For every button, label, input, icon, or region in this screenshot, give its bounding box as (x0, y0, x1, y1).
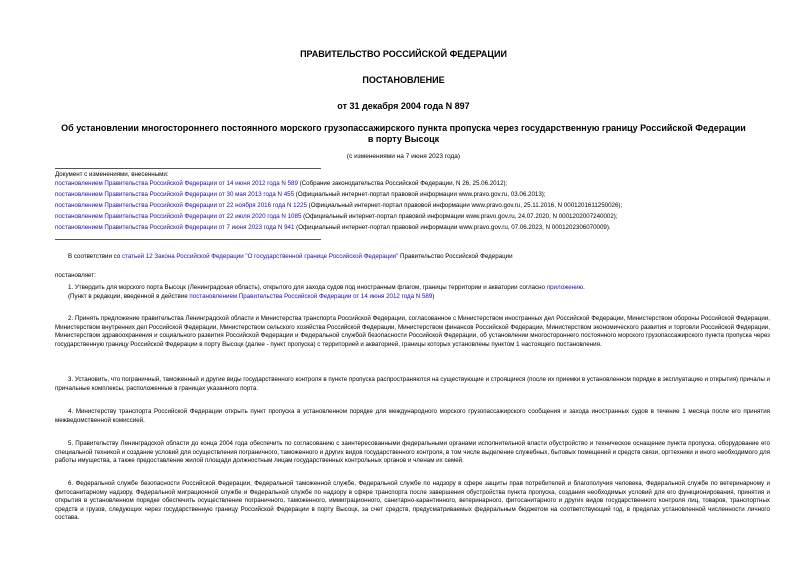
divider-top (55, 168, 321, 169)
amendment-source: (Официальный интернет-портал правовой информации www.pravo.gov.ru, 07.06.2023, N 0001202306070009). (294, 224, 611, 231)
amendment-item (55, 191, 770, 200)
amendment-source: (Официальный интернет-портал правовой информации www.pravo.gov.ru, 25.11.2016, N 0001201611250026); (306, 202, 623, 209)
resolves-word: постановляет: (55, 272, 96, 279)
paragraph-text: . (583, 284, 585, 291)
paragraph-1 (68, 284, 783, 293)
amendment-link[interactable]: постановлением Правительства Российской Федерации от 14 июня 2012 года N 589 (189, 293, 433, 300)
amendment-item (55, 213, 770, 222)
amendment-link[interactable]: постановлением Правительства Российской Федерации от 22 июля 2020 года N 1085 (55, 213, 302, 220)
appendix-link[interactable]: приложению (546, 284, 584, 291)
preamble-text: В соответствии со (68, 253, 122, 260)
preamble-text: Правительство Российской Федерации (398, 253, 513, 260)
amendment-link[interactable]: постановлением Правительства Российской Федерации от 7 июня 2023 года N 941 (55, 224, 295, 231)
paragraph-1-note (68, 293, 783, 302)
law-link[interactable]: статьей 12 Закона Российской Федерации "О государственной границе Российской Федерации" (121, 253, 399, 260)
amendment-item (55, 224, 770, 233)
amendment-item (55, 180, 770, 189)
amendment-link[interactable]: постановлением Правительства Российской Федерации от 30 мая 2013 года N 455 (55, 191, 295, 198)
paragraph-2: 2. Принять предложение правительства Ленинградской области и Министерства транспорта Российской Федерации, согласованное с Министерством иностранных дел Российской Федерации, Министерством обороны Российской Федерации, Министерством внутренних дел Российской Федерации, Министерством сельского хозяйства Российской Федерации, Министерством финансов Российской Федерации, Министерством экономического развития и торговли Российской Федерации, Министерством здравоохранения и социального развития Российской Федерации и Федеральной службой безопасности Российской Федерации, об установлении многостороннего постоянного морского грузопассажирского пункта пропуска через государственную границу Российской Федерации в порту Высоцк (далее - пункт пропуска) с территорией и акваторией, границы которых установлены пунктом 1 настоящего постановления. (55, 315, 770, 348)
paragraph-6: 6. Федеральной службе безопасности Российской Федерации, Федеральной таможенной службе, Федеральной службе по надзору в сфере защиты прав потребителей и благополучия человека, Федеральной службе по ветеринарному и фитосанитарному надзору, Федеральной миграционной службе и Федеральной службе по надзору в сфере транспорта после завершения обустройства пункта пропуска, создания необходимых условий для его функционирования, принятия и открытия в установленном порядке обеспечить осуществление пограничного, таможенного, иммиграционного, санитарно-карантинного, ветеринарного, фитосанитарного и других видов государственного контроля лиц, товаров, транспортных средств и грузов, следующих через государственную границу Российской Федерации в порту Высоцк, за счет средств, предусматриваемых федеральным бюджетом на соответствующий год, в пределах установленной численности личного состава. (55, 480, 770, 522)
amendment-link[interactable]: постановлением Правительства Российской Федерации от 22 ноября 2016 года N 1225 (55, 202, 307, 209)
document-title: Об установлении многостороннего постоянного морского грузопассажирского пункта пропуска через государственную границу Российской Федерации в порту Высоцк (61, 123, 746, 144)
amendment-source: (Официальный интернет-портал правовой информации www.pravo.gov.ru, 03.06.2013); (294, 191, 546, 198)
revision-note: (с изменениями на 7 июня 2023 года) (346, 153, 461, 160)
divider-bottom (55, 239, 321, 240)
government-name: ПРАВИТЕЛЬСТВО РОССИЙСКОЙ ФЕДЕРАЦИИ (300, 49, 507, 59)
paragraph-4: 4. Министерству транспорта Российской Федерации открыть пункт пропуска в установленном порядке для международного морского грузопассажирского сообщения и захода иностранных судов в течение 1 месяца после его принятия межведомственной комиссией. (55, 408, 770, 424)
document-type: ПОСТАНОВЛЕНИЕ (362, 75, 445, 85)
amendment-source: (Официальный интернет-портал правовой информации www.pravo.gov.ru, 24.07.2020, N 0001202007240002); (301, 213, 618, 220)
note-text: ) (432, 293, 435, 300)
paragraph-3: 3. Установить, что пограничный, таможенный и другие виды государственного контроля в пункте пропуска распространяются на существующие и строящиеся (после их приемки в установленном порядке в эксплуатацию и открытия) причалы и причальные комплексы, расположенные в границах указанного порта. (55, 376, 770, 392)
amendment-link[interactable]: постановлением Правительства Российской Федерации от 14 июня 2012 года N 589 (55, 180, 298, 187)
paragraph-text: 1. Утвердить для морского порта Высоцк (Ленинградская область), открытого для захода судов под иностранным флагом, границы территории и акватории согласно (68, 284, 547, 291)
paragraph-5: 5. Правительству Ленинградской области до конца 2004 года обеспечить по согласованию с заинтересованными федеральными органами исполнительной власти обустройство и техническое оснащение пункта пропуска, оборудование его специальной техникой и создание условий для осуществления пограничного, таможенного и других видов государственного контроля, в том числе выделение служебных, бытовых помещений и средств связи, оргтехники и иного необходимого для работы имущества, а также предоставление жилой площади должностным лицам государственных контрольных органов и членам их семей. (55, 440, 770, 465)
amendments-intro: Документ с изменениями, внесенными: (55, 171, 169, 178)
preamble (68, 253, 783, 262)
note-text: (Пункт в редакции, введенной в действие (68, 293, 190, 300)
amendment-item (55, 202, 770, 211)
amendment-source: (Собрание законодательства Российской Федерации, N 26, 25.06.2012); (297, 180, 508, 187)
document-date-number: от 31 декабря 2004 года N 897 (337, 101, 470, 111)
